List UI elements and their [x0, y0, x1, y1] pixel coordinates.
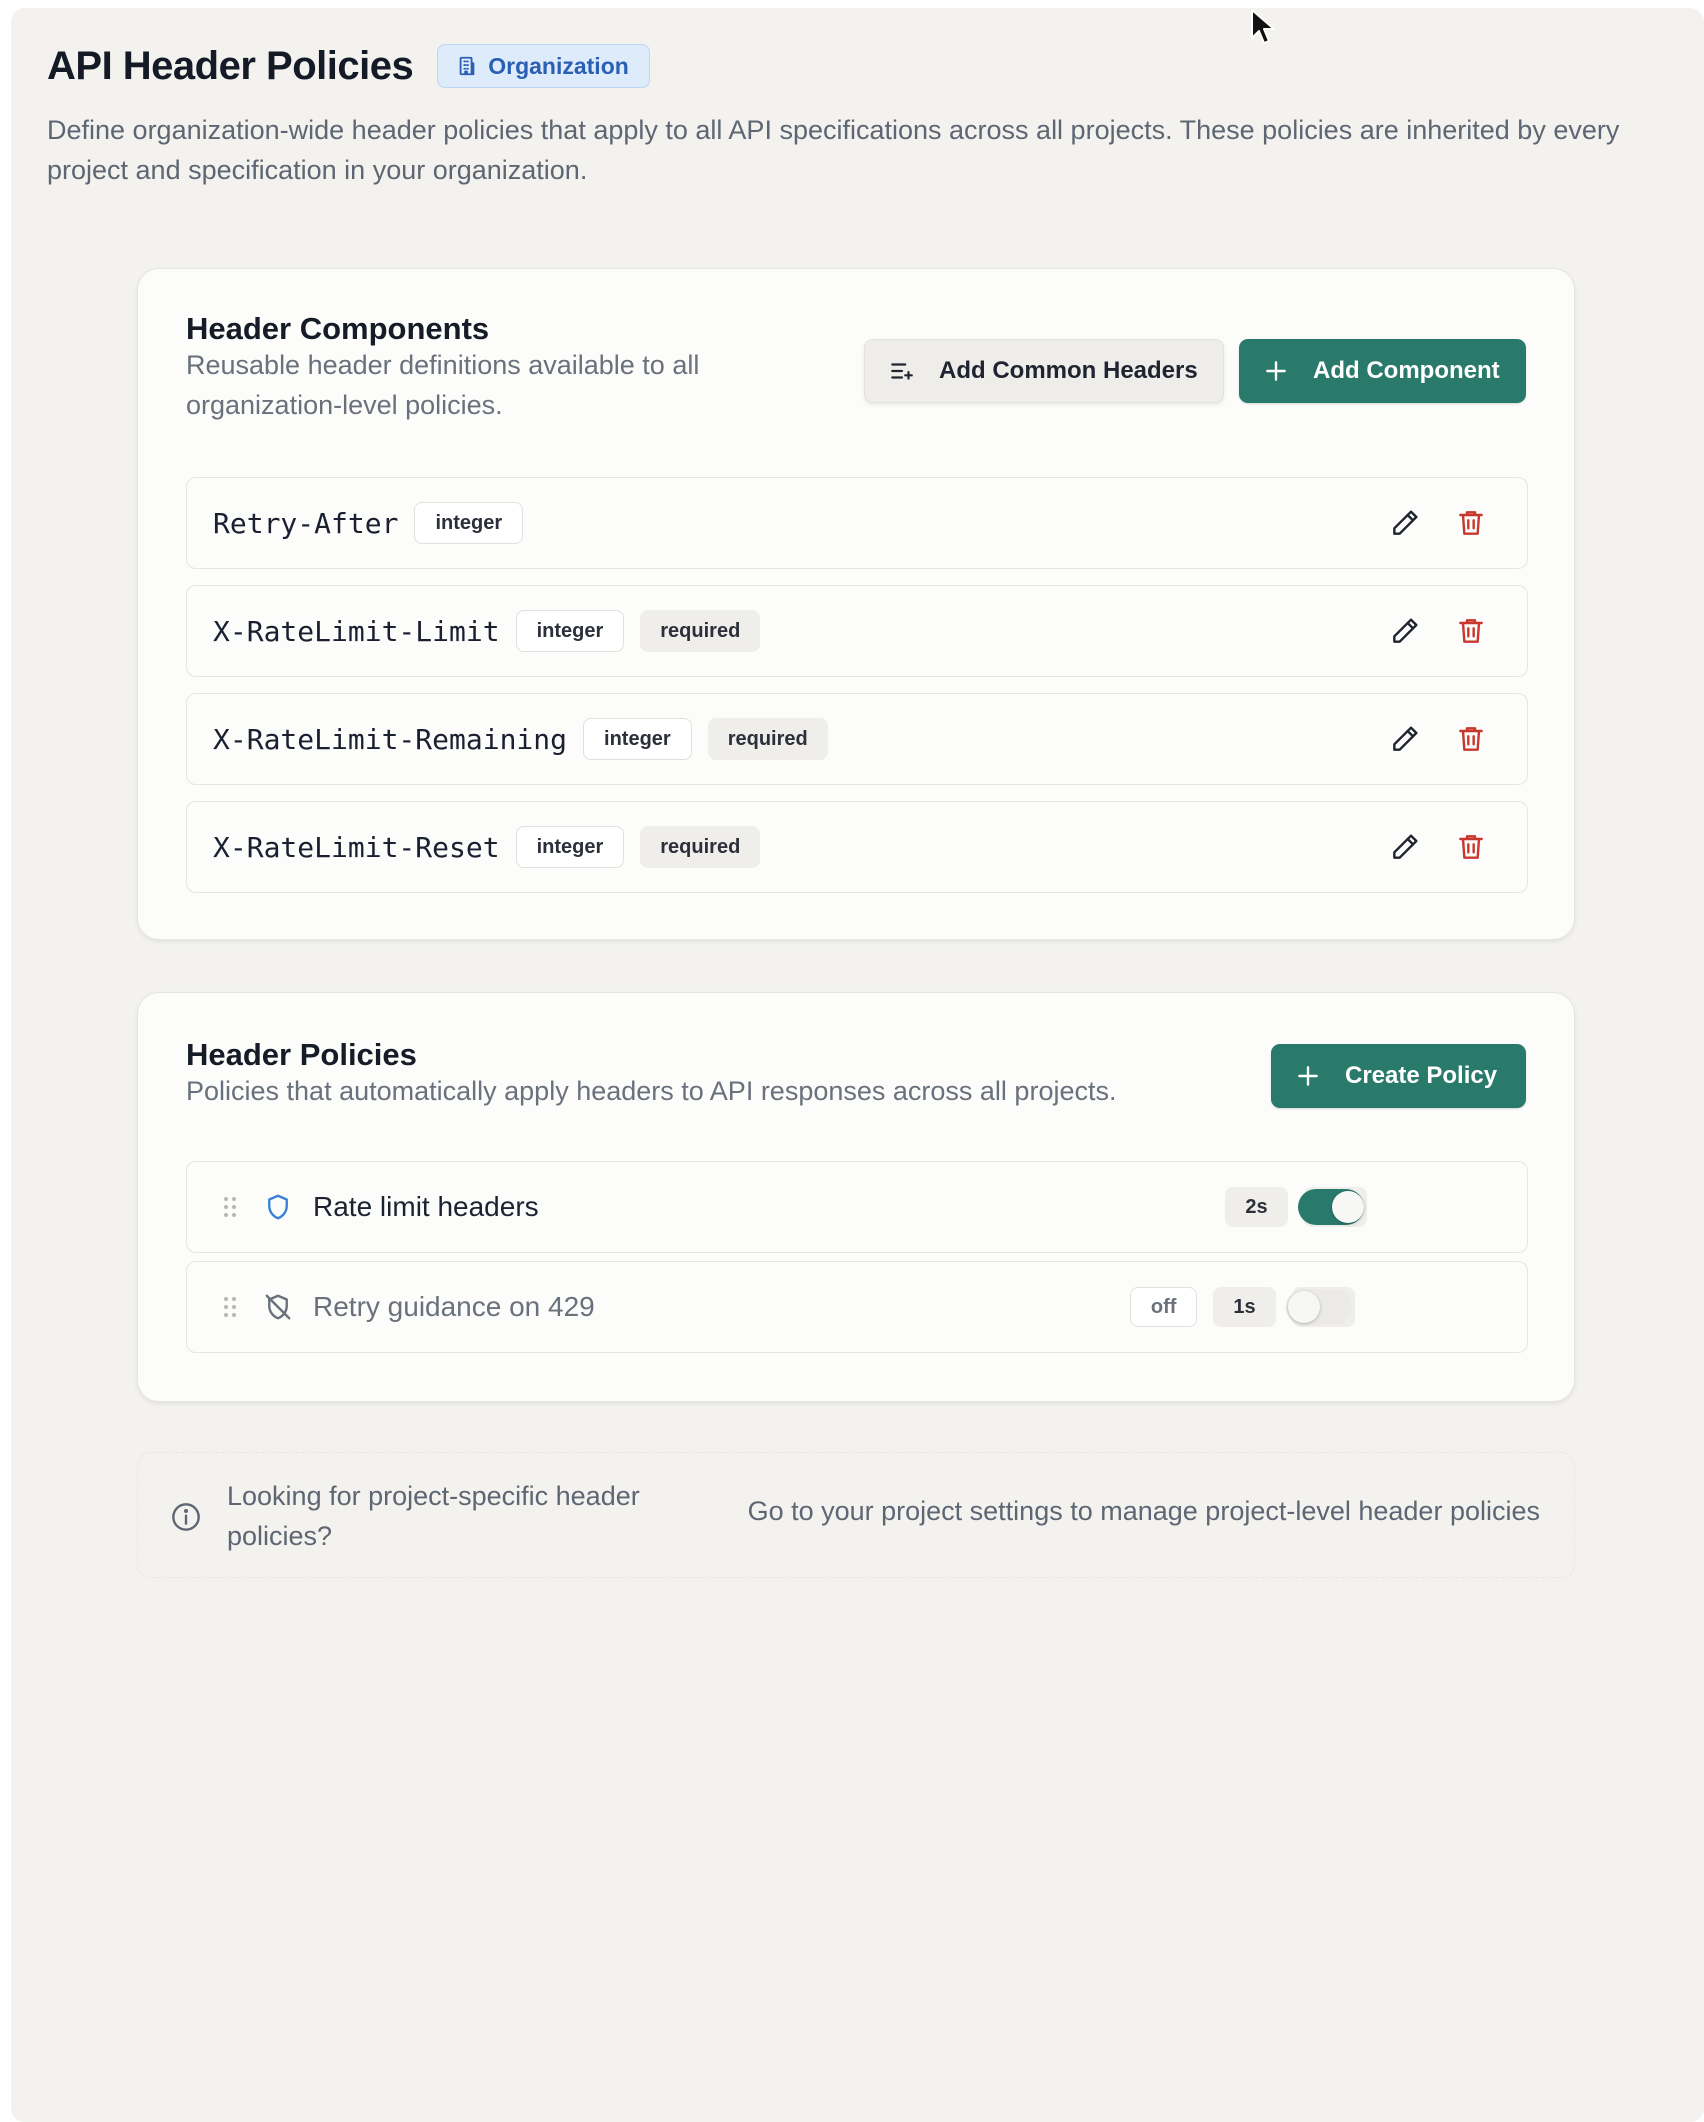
pencil-icon[interactable]	[1389, 507, 1421, 539]
add-common-headers-button[interactable]	[864, 339, 1224, 403]
building-icon	[456, 55, 478, 77]
page-description: Define organization-wide header policies that apply to all API specifications across all projects. These policies are inherited by every project and specification in your organization.	[47, 115, 1620, 185]
policy-enabled-toggle[interactable]	[1286, 1289, 1352, 1325]
policy-row[interactable]	[186, 1161, 1528, 1253]
plus-icon	[1263, 358, 1289, 384]
policy-stat-badge: 2s	[1225, 1187, 1287, 1227]
pencil-icon[interactable]	[1389, 723, 1421, 755]
add-component-button[interactable]	[1239, 339, 1526, 403]
pencil-icon[interactable]	[1389, 615, 1421, 647]
plus-icon	[1295, 1063, 1321, 1089]
organization-badge-label: Organization	[488, 52, 629, 79]
component-row[interactable]	[186, 477, 1528, 569]
component-type-badge: integer	[516, 826, 625, 868]
policy-enabled-toggle[interactable]	[1298, 1189, 1364, 1225]
list-plus-icon	[889, 358, 915, 384]
create-policy-label: Create Policy	[1345, 1062, 1498, 1089]
title-row	[47, 38, 1627, 94]
toggle-knob	[1288, 1291, 1320, 1323]
policy-stat-badge: 1s	[1213, 1287, 1275, 1327]
header-components-title: Header Components	[186, 311, 490, 346]
component-name: Retry-After	[213, 506, 399, 540]
header-policies-card	[137, 992, 1575, 1402]
policy-name: Retry guidance on 429	[313, 1291, 595, 1322]
shield-off-icon	[263, 1292, 293, 1322]
project-settings-link[interactable]: Go to your project settings to manage project-level header policies	[747, 1496, 1540, 1526]
page-header	[47, 38, 1627, 190]
component-row[interactable]	[186, 801, 1528, 893]
drag-handle-icon[interactable]	[223, 1195, 237, 1219]
policy-status-badge: off	[1130, 1287, 1198, 1327]
project-policies-info	[137, 1452, 1575, 1578]
component-name: X-RateLimit-Reset	[213, 830, 500, 864]
component-type-badge: integer	[414, 502, 523, 544]
info-title: Looking for project-specific header policies?	[227, 1481, 640, 1551]
required-badge: required	[640, 610, 760, 652]
component-type-badge: integer	[516, 610, 625, 652]
component-name: X-RateLimit-Limit	[213, 614, 500, 648]
row-actions	[1389, 802, 1487, 892]
trash-icon[interactable]	[1455, 723, 1487, 755]
create-policy-button[interactable]	[1271, 1044, 1526, 1108]
row-actions	[1389, 586, 1487, 676]
header-policies-title: Header Policies	[186, 1037, 417, 1072]
policy-name: Rate limit headers	[313, 1191, 539, 1222]
page-title: API Header Policies	[47, 43, 414, 88]
add-component-label: Add Component	[1313, 357, 1500, 384]
pencil-icon[interactable]	[1389, 831, 1421, 863]
required-badge: required	[708, 718, 828, 760]
drag-handle-icon[interactable]	[223, 1295, 237, 1319]
required-badge: required	[640, 826, 760, 868]
add-common-headers-label: Add Common Headers	[939, 357, 1198, 384]
trash-icon[interactable]	[1455, 831, 1487, 863]
component-row[interactable]	[186, 693, 1528, 785]
mouse-cursor-icon	[1250, 8, 1276, 46]
trash-icon[interactable]	[1455, 507, 1487, 539]
header-policies-subtitle: Policies that automatically apply headers to API responses across all projects.	[186, 1076, 1117, 1106]
shield-icon	[263, 1192, 293, 1222]
organization-badge	[437, 44, 650, 88]
row-actions	[1389, 478, 1487, 568]
header-components-subtitle: Reusable header definitions available to all organization-level policies.	[186, 350, 700, 420]
toggle-knob	[1332, 1191, 1364, 1223]
header-components-card	[137, 268, 1575, 940]
component-name: X-RateLimit-Remaining	[213, 722, 568, 756]
info-icon	[170, 1501, 202, 1533]
row-actions	[1389, 694, 1487, 784]
policy-row[interactable]	[186, 1261, 1528, 1353]
component-row[interactable]	[186, 585, 1528, 677]
component-type-badge: integer	[583, 718, 692, 760]
trash-icon[interactable]	[1455, 615, 1487, 647]
